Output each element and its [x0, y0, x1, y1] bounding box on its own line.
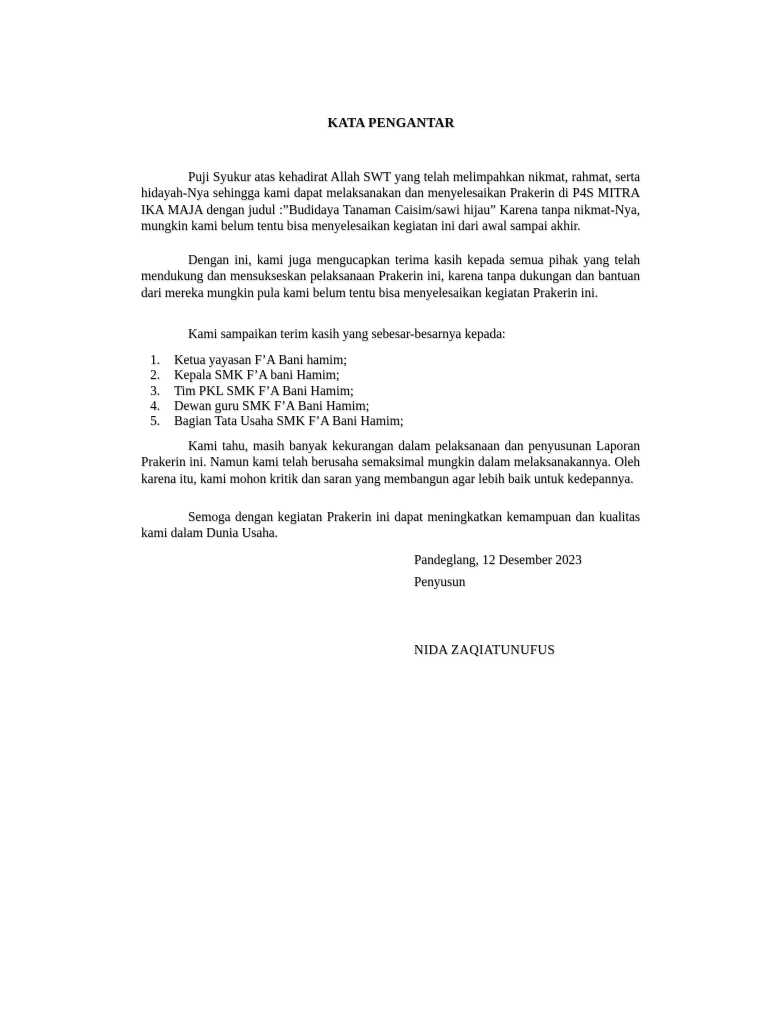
- signature-role: Penyusun: [414, 574, 466, 589]
- list-item-number: 4.: [150, 397, 160, 413]
- list-item: [141, 367, 640, 382]
- list-item: [141, 352, 640, 367]
- list-item-number: 2.: [150, 367, 160, 383]
- paragraph-thanks: Dengan ini, kami juga mengucapkan terima kasih kepada semua pihak yang telah mendukung dan mensukseskan pelaksanaan Prakerin ini, karena tanpa dukungan dan bantuan dari mereka mungkin pula kami belum tentu bisa menyelesaikan kegiatan Prakerin ini.: [141, 252, 640, 300]
- list-item-text: Kepala SMK F’A bani Hamim;: [174, 367, 340, 383]
- list-item: [141, 398, 640, 413]
- paragraph-list-intro: Kami sampaikan terim kasih yang sebesar-besarnya kepada:: [188, 326, 506, 341]
- list-item-number: 5.: [150, 413, 160, 429]
- signature-place-date: Pandeglang, 12 Desember 2023: [414, 552, 582, 567]
- list-item-number: 1.: [150, 352, 160, 367]
- list-item-text: Tim PKL SMK F’A Bani Hamim;: [174, 382, 354, 398]
- list-item-text: Dewan guru SMK F’A Bani Hamim;: [174, 397, 370, 413]
- list-item: [141, 413, 640, 428]
- document-page: [141, 0, 641, 1024]
- list-item-text: Ketua yayasan F’A Bani hamim;: [174, 352, 347, 367]
- list-item-number: 3.: [150, 382, 160, 398]
- thanks-list: [141, 352, 640, 428]
- list-item: [141, 383, 640, 398]
- paragraph-hope: Semoga dengan kegiatan Prakerin ini dapat meningkatkan kemampuan dan kualitas kami dalam Dunia Usaha.: [141, 509, 640, 541]
- page-title: KATA PENGANTAR: [327, 115, 455, 130]
- paragraph-gratitude: Puji Syukur atas kehadirat Allah SWT yang telah melimpahkan nikmat, rahmat, serta hidayah-Nya sehingga kami dapat melaksanakan dan menyelesaikan Prakerin di P4S MITRA IKA MAJA dengan judul :”Budidaya Tanaman Caisim/sawi hijau” Karena tanpa nikmat-Nya, mungkin kami belum tentu bisa menyelesaikan kegiatan ini dari awal sampai akhir.: [141, 169, 640, 234]
- list-item-text: Bagian Tata Usaha SMK F’A Bani Hamim;: [174, 413, 404, 429]
- signature-name: NIDA ZAQIATUNUFUS: [414, 642, 556, 657]
- paragraph-shortcomings: Kami tahu, masih banyak kekurangan dalam pelaksanaan dan penyusunan Laporan Prakerin ini. Namun kami telah berusaha semaksimal mungkin dalam melaksanakannya. Oleh karena itu, kami mohon kritik dan saran yang membangun agar lebih baik untuk kedepannya.: [141, 438, 640, 486]
